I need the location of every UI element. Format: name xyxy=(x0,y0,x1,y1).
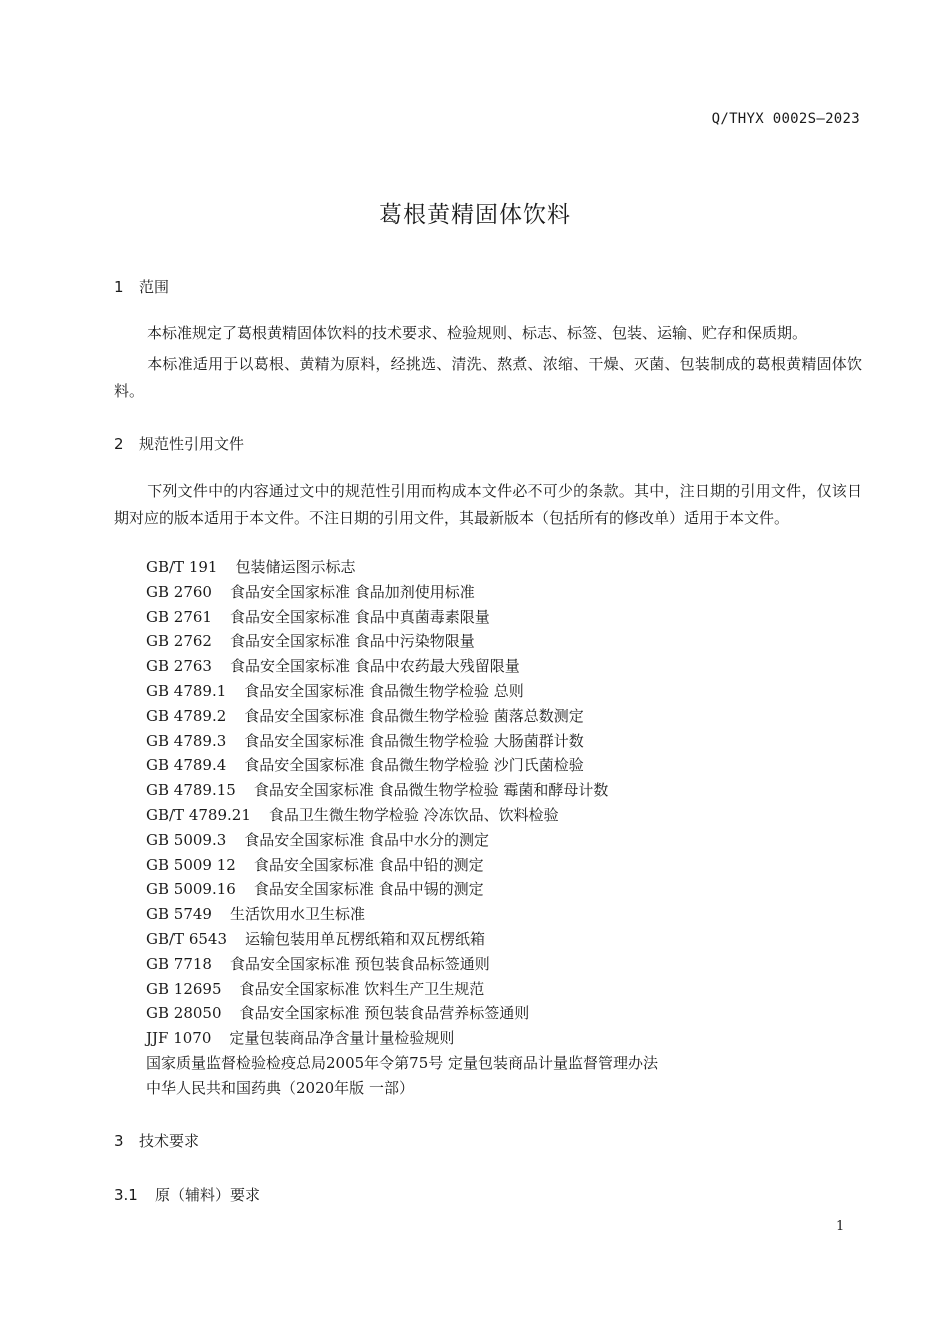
reference-item xyxy=(146,952,658,977)
reference-title: 食品安全国家标准 预包装食品营养标签通则 xyxy=(239,1004,530,1023)
reference-code: GB 5009 12 xyxy=(146,855,236,874)
reference-code: GB 5009.3 xyxy=(146,830,227,849)
reference-item xyxy=(146,704,658,729)
reference-code: GB 4789.15 xyxy=(146,781,236,800)
reference-item xyxy=(146,1001,658,1026)
section-number: 3.1 xyxy=(114,1186,138,1204)
section-title: 范围 xyxy=(139,278,170,296)
scope-paragraph-1: 本标准规定了葛根黄精固体饮料的技术要求、检验规则、标志、标签、包装、运输、贮存和保质期。 xyxy=(147,324,808,342)
reference-code: GB/T 191 xyxy=(146,558,218,576)
section-number: 2 xyxy=(114,435,124,453)
reference-item xyxy=(146,828,658,853)
scope-paragraph-2: 本标准适用于以葛根、黄精为原料，经挑选、清洗、熬煮、浓缩、干燥、灭菌、包装制成的葛根黄精固体饮料。 xyxy=(114,355,862,400)
reference-title: 食品安全国家标准 食品中污染物限量 xyxy=(229,632,475,651)
section-title: 规范性引用文件 xyxy=(139,435,245,453)
section-number: 3 xyxy=(114,1132,124,1150)
reference-item xyxy=(146,605,658,630)
reference-item xyxy=(146,753,658,778)
reference-item xyxy=(146,580,658,605)
section-heading-technical xyxy=(114,1130,199,1151)
reference-code: GB/T 6543 xyxy=(146,929,228,948)
reference-title: 食品安全国家标准 食品微生物学检验 沙门氏菌检验 xyxy=(244,756,584,775)
reference-code: GB 2762 xyxy=(146,632,212,651)
reference-title: 食品安全国家标准 食品中锡的测定 xyxy=(253,880,484,899)
reference-title: 食品安全国家标准 食品微生物学检验 总则 xyxy=(244,681,524,700)
reference-code: GB 5749 xyxy=(146,905,212,924)
reference-title: 食品安全国家标准 饮料生产卫生规范 xyxy=(239,979,485,998)
reference-code: GB 4789.2 xyxy=(146,706,227,725)
page-number: 1 xyxy=(836,1219,845,1234)
reference-title: 国家质量监督检验检疫总局2005年令第75号 定量包装商品计量监督管理办法 xyxy=(146,1053,659,1072)
reference-item xyxy=(146,803,658,828)
reference-title: 食品安全国家标准 食品中水分的测定 xyxy=(244,830,490,849)
reference-code: GB 4789.4 xyxy=(146,756,227,775)
reference-item xyxy=(146,729,658,754)
reference-item xyxy=(146,977,658,1002)
reference-item xyxy=(146,902,658,927)
reference-item xyxy=(146,778,658,803)
reference-code: GB/T 4789.21 xyxy=(146,805,251,824)
reference-title: 运输包装用单瓦楞纸箱和双瓦楞纸箱 xyxy=(245,929,486,948)
section-heading-raw-materials xyxy=(114,1184,260,1205)
reference-title: 食品安全国家标准 食品中真菌毒素限量 xyxy=(229,607,490,626)
document-title: 葛根黄精固体饮料 xyxy=(379,202,571,228)
reference-item xyxy=(146,629,658,654)
normative-intro-paragraph: 下列文件中的内容通过文中的规范性引用而构成本文件必不可少的条款。其中，注日期的引用文件，仅该日期对应的版本适用于本文件。不注日期的引用文件，其最新版本（包括所有的修改单）适用于本文件。 xyxy=(114,482,862,527)
section-title: 技术要求 xyxy=(139,1132,200,1150)
reference-title: 定量包装商品净含量计量检验规则 xyxy=(229,1029,455,1048)
reference-title: 食品安全国家标准 预包装食品标签通则 xyxy=(229,954,490,973)
reference-code: GB 2763 xyxy=(146,657,212,676)
reference-title: 食品安全国家标准 食品中农药最大残留限量 xyxy=(229,657,520,676)
reference-item xyxy=(146,1051,658,1076)
reference-item xyxy=(146,555,658,580)
reference-code: GB 28050 xyxy=(146,1004,222,1023)
reference-item xyxy=(146,853,658,878)
reference-title: 中华人民共和国药典（2020年版 一部） xyxy=(146,1078,414,1097)
reference-item xyxy=(146,1076,658,1101)
reference-code: GB 2760 xyxy=(146,582,212,601)
reference-item xyxy=(146,1026,658,1051)
section-number: 1 xyxy=(114,278,124,296)
reference-list xyxy=(146,555,658,1101)
reference-code: JJF 1070 xyxy=(146,1029,212,1048)
reference-title: 食品安全国家标准 食品微生物学检验 大肠菌群计数 xyxy=(244,731,584,750)
reference-item xyxy=(146,679,658,704)
reference-code: GB 4789.3 xyxy=(146,731,227,750)
reference-code: GB 5009.16 xyxy=(146,880,236,899)
reference-item xyxy=(146,927,658,952)
reference-title: 生活饮用水卫生标准 xyxy=(229,905,365,924)
reference-item xyxy=(146,654,658,679)
reference-code: GB 4789.1 xyxy=(146,681,227,700)
reference-title: 包装储运图示标志 xyxy=(235,558,356,576)
reference-title: 食品卫生微生物学检验 冷冻饮品、饮料检验 xyxy=(268,805,559,824)
reference-title: 食品安全国家标准 食品中铅的测定 xyxy=(253,855,484,874)
reference-title: 食品安全国家标准 食品微生物学检验 菌落总数测定 xyxy=(244,706,584,725)
reference-title: 食品安全国家标准 食品微生物学检验 霉菌和酵母计数 xyxy=(253,781,609,800)
section-heading-normative xyxy=(114,433,244,454)
reference-code: GB 2761 xyxy=(146,607,212,626)
reference-item xyxy=(146,877,658,902)
document-code: Q/THYX 0002S—2023 xyxy=(711,111,860,127)
reference-code: GB 12695 xyxy=(146,979,222,998)
section-title: 原（辅料）要求 xyxy=(155,1186,261,1204)
reference-title: 食品安全国家标准 食品加剂使用标准 xyxy=(229,582,475,601)
reference-code: GB 7718 xyxy=(146,954,212,973)
section-heading-scope xyxy=(114,276,169,297)
